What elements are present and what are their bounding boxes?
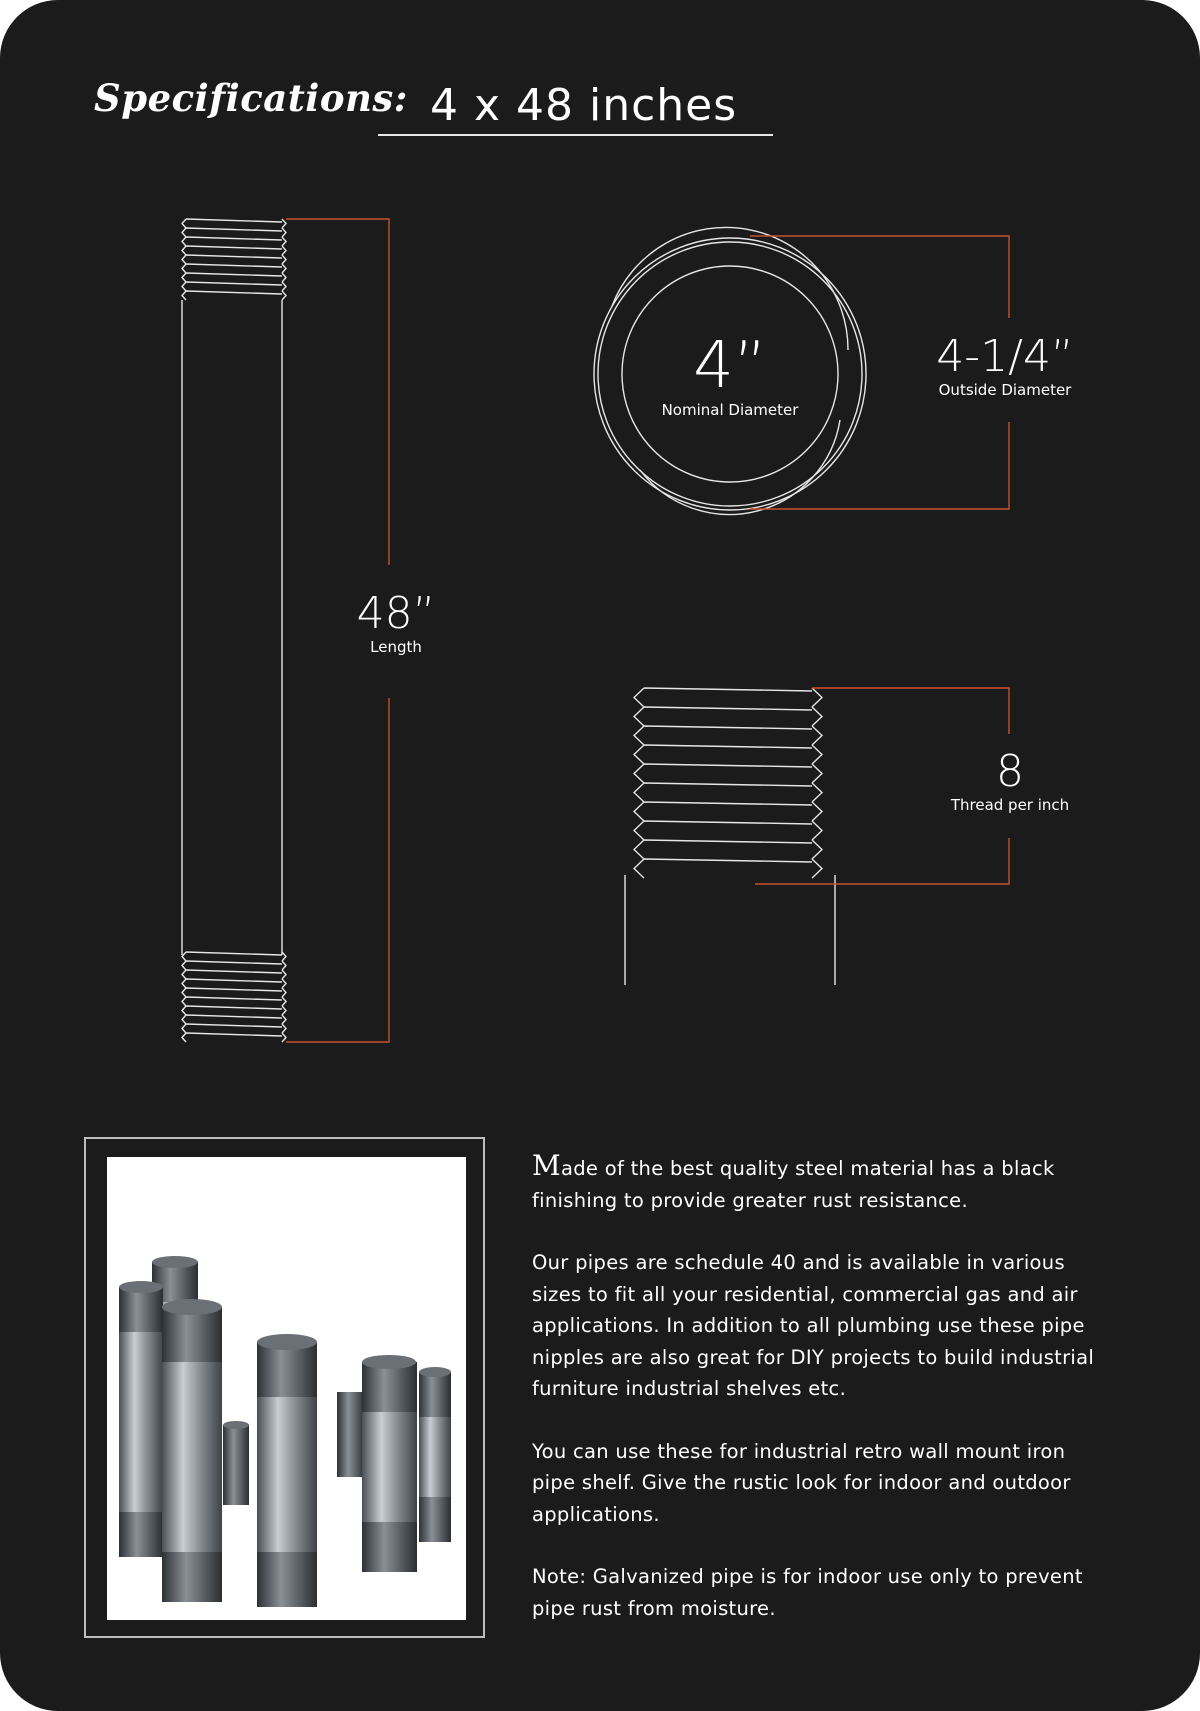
product-photo (107, 1157, 466, 1620)
specifications-label: Specifications: (94, 76, 408, 120)
outside-diameter-value: 4-1/4” (936, 331, 1074, 382)
description-paragraph-4: Note: Galvanized pipe is for indoor use only to prevent pipe rust from moisture. (532, 1565, 1083, 1620)
length-dimension (336, 590, 456, 656)
description-dropcap: M (532, 1149, 561, 1182)
thread-caption: Thread per inch (950, 796, 1070, 814)
nominal-diameter-value: 4” (693, 329, 767, 403)
description-paragraph-2: Our pipes are schedule 40 and is available in various sizes to fit all your residential, commercial gas and air applications. In addition to all plumbing use these pipe nipples are also great for DIY projects to build industrial furniture industrial shelves etc. (532, 1251, 1095, 1400)
thread-dimension (935, 748, 1085, 814)
thread-value: 8 (996, 746, 1024, 797)
product-description (532, 1150, 1112, 1655)
length-caption: Length (370, 638, 422, 656)
size-value: 4 x 48 inches (430, 80, 738, 131)
outside-diameter-dimension (925, 333, 1085, 399)
description-paragraph-3: You can use these for industrial retro wall mount iron pipe shelf. Give the rustic look for indoor and outdoor applications. (532, 1439, 1071, 1526)
pipe-nipples-illustration (107, 1157, 466, 1620)
outside-diameter-caption: Outside Diameter (938, 381, 1072, 399)
length-value: 48” (356, 588, 436, 639)
description-paragraph-1-text: ade of the best quality steel material has a black finishing to provide greater rust resistance. (532, 1157, 1055, 1212)
nominal-diameter-caption: Nominal Diameter (661, 401, 799, 419)
nominal-diameter-dimension (640, 329, 820, 419)
long-pipe-drawing (182, 219, 286, 1042)
thread-closeup-drawing (625, 688, 835, 985)
description-paragraph-1 (532, 1150, 1112, 1216)
